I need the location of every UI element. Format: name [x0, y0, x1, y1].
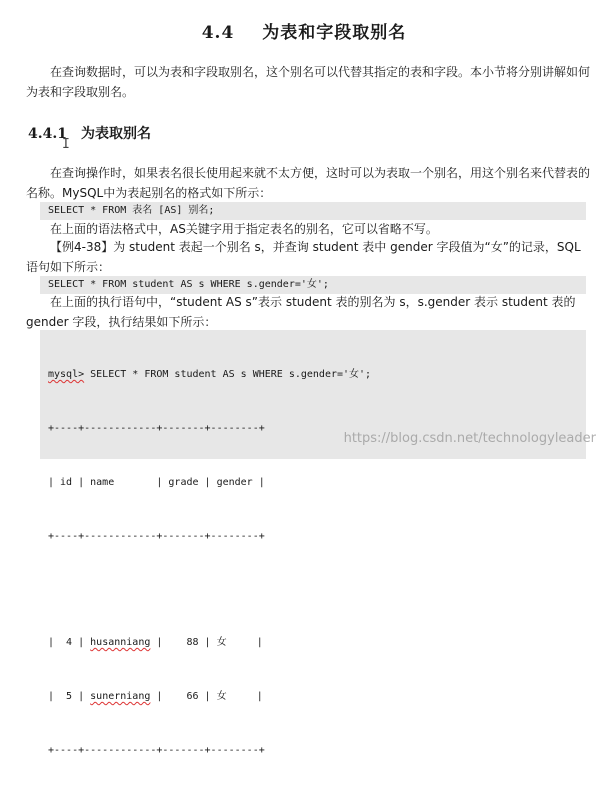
row-name: husanniang: [90, 637, 151, 648]
section-heading: [0, 18, 608, 43]
table-row: [48, 634, 586, 652]
section-title: 为表和字段取别名: [262, 23, 407, 43]
result-spacer: [48, 582, 586, 598]
mysql-prompt: mysql>: [48, 369, 85, 380]
row-prefix: | 4 |: [48, 637, 91, 648]
paragraph-alias-intro: 在查询操作时，如果表名很长使用起来就不太方便，这时可以为表取一个别名，用这个别名来代替表的名称。MySQL中为表起别名的格式如下所示：: [26, 166, 591, 200]
result-border-bottom: +----+------------+-------+--------+: [48, 745, 265, 756]
subsection-number: 4.4.1: [28, 126, 67, 142]
subsection-heading: [28, 123, 151, 143]
paragraph-syntax-note: 在上面的语法格式中，AS关键字用于指定表名的别名，它可以省略不写。: [50, 222, 438, 236]
row-prefix: | 5 |: [48, 691, 91, 702]
row-name: sunerniang: [90, 691, 151, 702]
row-suffix: | 66 | 女 |: [150, 691, 263, 702]
subsection-title: 为表取别名: [80, 126, 151, 142]
result-command-line: [48, 366, 586, 384]
paragraph-explanation: 在上面的执行语句中，“student AS s”表示 student 表的别名为 s，s.gender 表示 student 表的 gender 字段，执行结果如下所示：: [26, 295, 576, 329]
result-command: SELECT * FROM student AS s WHERE s.gender='女';: [84, 369, 372, 380]
table-row: [48, 688, 586, 706]
result-header-row: | id | name | grade | gender |: [48, 477, 265, 488]
example-code-block: SELECT * FROM student AS s WHERE s.gender='女';: [40, 276, 586, 294]
intro-paragraph: 在查询数据时，可以为表和字段取别名，这个别名可以代替其指定的表和字段。本小节将分别讲解如何为表和字段取别名。: [26, 65, 591, 99]
result-border-mid: +----+------------+-------+--------+: [48, 531, 265, 542]
section-number: 4.4: [201, 23, 235, 43]
result-border-top: +----+------------+-------+--------+: [48, 423, 265, 434]
watermark: https://blog.csdn.net/technologyleader: [343, 431, 596, 446]
row-suffix: | 88 | 女 |: [150, 637, 263, 648]
example-paragraph: 【例4-38】为 student 表起一个别名 s，并查询 student 表中 gender 字段值为“女”的记录，SQL 语句如下所示：: [26, 240, 581, 274]
syntax-code-block: SELECT * FROM 表名 [AS] 别名;: [40, 202, 586, 220]
text-cursor-icon: I: [62, 137, 70, 152]
